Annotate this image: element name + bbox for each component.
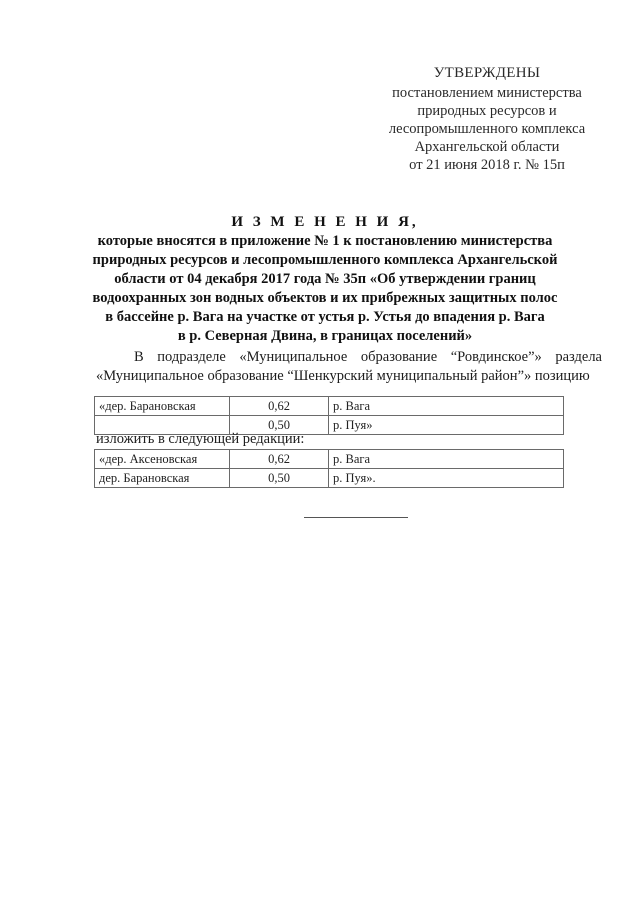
- settlement-cell: «дер. Барановская: [95, 397, 230, 416]
- table-new-position: [94, 449, 564, 488]
- title-line: которые вносятся в приложение № 1 к постановлению министерства: [97, 233, 553, 249]
- river-cell: р. Пуя»: [329, 416, 564, 435]
- title-line: в бассейне р. Вага на участке от устья р. Устья до впадения р. Вага: [105, 309, 545, 325]
- title-line: в р. Северная Двина, в границах поселений»: [177, 328, 473, 344]
- paragraph-text: В подразделе «Муниципальное образование “Ровдинское”» раздела «Муниципальное образование “Шенкурский муниципальный район”» позицию: [96, 349, 602, 384]
- approval-line: Архангельской области: [414, 139, 560, 155]
- approval-line: постановлением министерства: [392, 85, 582, 101]
- body-paragraph: [96, 348, 602, 386]
- table-old-position: [94, 396, 564, 435]
- title-line: водоохранных зон водных объектов и их прибрежных защитных полос: [92, 290, 558, 306]
- river-cell: р. Вага: [329, 450, 564, 469]
- approval-line: природных ресурсов и: [417, 103, 557, 119]
- settlement-cell: «дер. Аксеновская: [95, 450, 230, 469]
- approval-block: [370, 64, 604, 174]
- width-cell: 0,50: [230, 416, 329, 435]
- restate-text: изложить в следующей редакции:: [96, 431, 305, 447]
- width-cell: 0,62: [230, 397, 329, 416]
- river-cell: р. Вага: [329, 397, 564, 416]
- approval-line: лесопромышленного комплекса: [388, 121, 586, 137]
- title-line: области от 04 декабря 2017 года № 35п «Об утверждении границ: [114, 271, 536, 287]
- title-heading: И З М Е Н Е Н И Я,: [231, 214, 419, 230]
- document-title: [90, 213, 560, 346]
- closing-divider: [304, 517, 408, 518]
- table-row: [95, 450, 564, 469]
- table-row: [95, 397, 564, 416]
- table-row: [95, 469, 564, 488]
- width-cell: 0,50: [230, 469, 329, 488]
- settlement-cell: дер. Барановская: [95, 469, 230, 488]
- title-line: природных ресурсов и лесопромышленного комплекса Архангельской: [92, 252, 558, 268]
- width-cell: 0,62: [230, 450, 329, 469]
- approval-heading: УТВЕРЖДЕНЫ: [433, 65, 541, 81]
- river-cell: р. Пуя».: [329, 469, 564, 488]
- approval-line: от 21 июня 2018 г. № 15п: [409, 157, 565, 173]
